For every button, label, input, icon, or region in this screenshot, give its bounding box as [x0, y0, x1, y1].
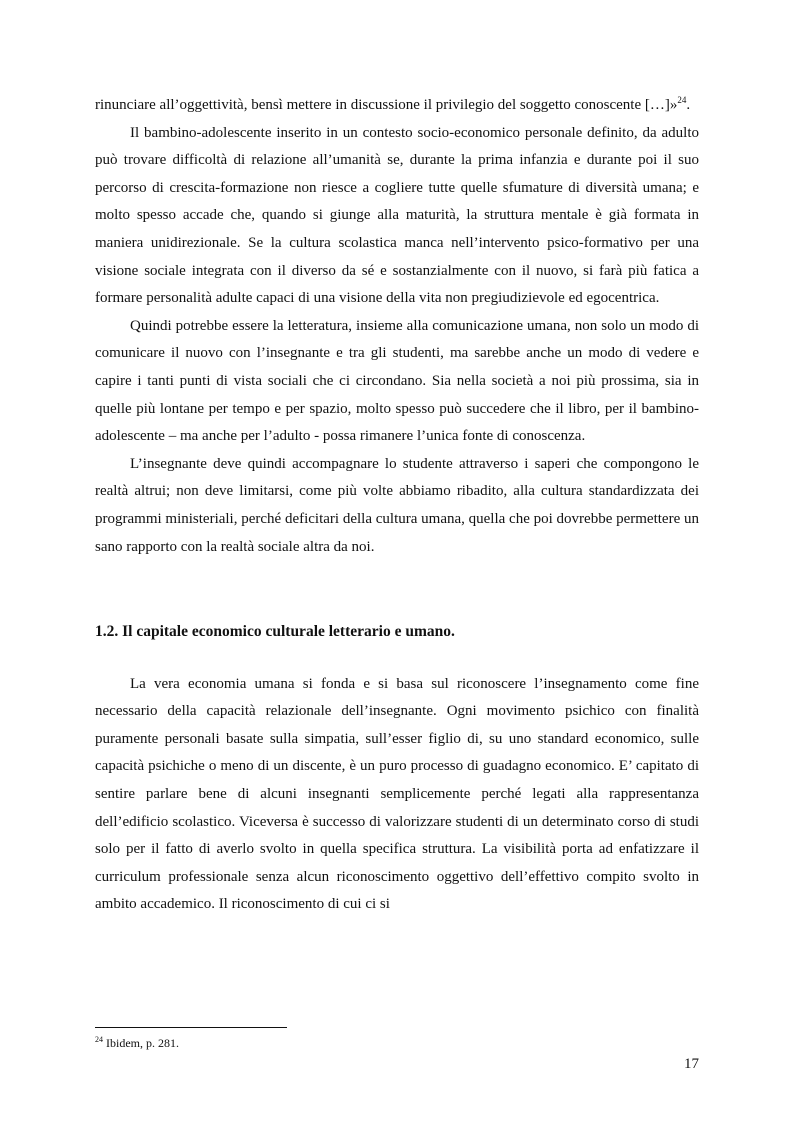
footnote-text: Ibidem, p. 281. — [103, 1036, 179, 1050]
page-number: 17 — [684, 1056, 699, 1072]
paragraph-text: rinunciare all’oggettività, bensì mettere in discussione il privilegio del soggetto conoscente […]» — [95, 97, 678, 113]
footnote-reference: 24 — [677, 95, 687, 105]
paragraph-3: L’insegnante deve quindi accompagnare lo studente attraverso i saperi che compongono le realtà altrui; non deve limitarsi, come più volte abbiamo ribadito, alla cultura standardizzata dei programmi ministeriali, perché deficitari della cultura umana, quella che poi dovrebbe permettere un sano rapporto con la realtà sociale altra da noi. — [95, 455, 699, 555]
paragraph-2: Quindi potrebbe essere la letteratura, insieme alla comunicazione umana, non solo un modo di comunicare il nuovo con l’insegnante e tra gli studenti, ma sarebbe anche un modo di vedere e capire i tanti punti di vista sociali che ci circondano. Sia nella società a noi più prossima, sia in quelle più lontane per tempo e per spazio, molto spesso può succedere che il libro, per il bambino-adolescente – ma anche per l’adulto - possa rimanere l’unica fonte di conoscenza. — [95, 317, 699, 445]
footnote-divider — [95, 1027, 287, 1028]
footnote-number: 24 — [95, 1035, 103, 1044]
paragraph-1: Il bambino-adolescente inserito in un contesto socio-economico personale definito, da adulto può trovare difficoltà di relazione all’umanità se, durante la prima infanzia e durante poi il suo percorso di crescita-formazione non riesce a cogliere tutte quelle sfumature di diversità umana; e molto spesso accade che, quando si giunge alla maturità, la struttura mentale è già formata in maniera unidirezionale. Se la cultura scolastica manca nell’intervento psico-formativo per una visione sociale integrata con il diverso da sé e sostanzialmente con il nuovo, si farà più fatica a formare personalità adulte capaci di una visione della vita non pregiudizievole ed egocentrica. — [95, 124, 699, 307]
paragraph-continuation — [95, 92, 699, 120]
section-heading: 1.2. Il capitale economico culturale letterario e umano. — [95, 623, 455, 641]
footnote — [95, 1035, 179, 1051]
paragraph-4: La vera economia umana si fonda e si basa sul riconoscere l’insegnamento come fine necessario della capacità relazionale dell’insegnante. Ogni movimento psichico con finalità puramente personali basate sulla simpatia, sull’esser figlio di, su uno standard economico, sulle capacità psichiche o meno di un discente, è un puro processo di guadagno economico. E’ capitato di sentire parlare bene di alcuni insegnanti semplicemente perché legati alla rappresentanza dell’edificio scolastico. Viceversa è successo di valorizzare studenti di un determinato corso di studi solo per il fatto di averlo svolto in quella specifica struttura. La visibilità porta ad enfatizzare il curriculum professionale senza alcun riconoscimento oggettivo dell’effettivo compito svolto in ambito accademico. Il riconoscimento di cui ci si — [95, 675, 699, 913]
paragraph-text-end: . — [686, 97, 691, 113]
document-page — [95, 92, 699, 919]
